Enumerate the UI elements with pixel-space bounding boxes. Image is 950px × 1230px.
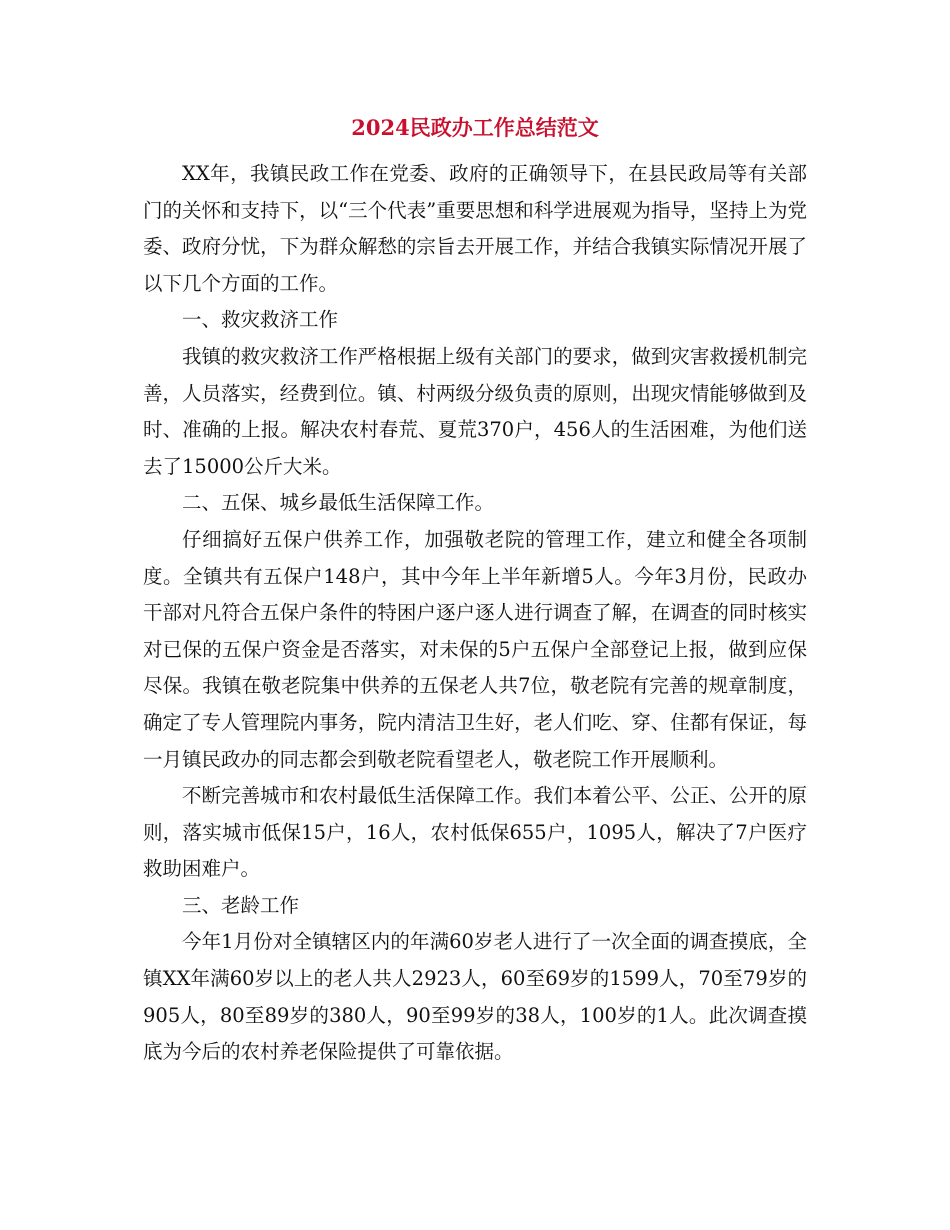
- document-title: 2024民政办工作总结范文: [351, 115, 599, 140]
- section-heading-five-guarantees: 二、五保、城乡最低生活保障工作。: [182, 491, 495, 515]
- document-body: [143, 156, 807, 1071]
- section-heading-disaster-relief: 一、救灾救济工作: [182, 308, 339, 332]
- elderly-paragraph: 今年1月份对全镇辖区内的年满60岁老人进行了一次全面的调查摸底，全镇XX年满60岁以上的老人共人2923人，60至69岁的1599人，70至79岁的905人，80至89岁的380人，90至99岁的38人，100岁的1人。此次调查摸底为今后的农村养老保险提供了可靠依据。: [143, 930, 807, 1064]
- five-guarantees-paragraph: 仔细搞好五保户供养工作，加强敬老院的管理工作，建立和健全各项制度。全镇共有五保户148户，其中今年上半年新增5人。今年3月份，民政办干部对凡符合五保户条件的特困户逐户逐人进行调查了解，在调查的同时核实对已保的五保户资金是否落实，对未保的5户五保户全部登记上报，做到应保尽保。我镇在敬老院集中供养的五保老人共7位，敬老院有完善的规章制度，确定了专人管理院内事务，院内清洁卫生好，老人们吃、穿、住都有保证，每一月镇民政办的同志都会到敬老院看望老人，敬老院工作开展顺利。: [143, 527, 807, 771]
- disaster-relief-paragraph: 我镇的救灾救济工作严格根据上级有关部门的要求，做到灾害救援机制完善，人员落实，经费到位。镇、村两级分级负责的原则，出现灾情能够做到及时、准确的上报。解决农村春荒、夏荒370户，456人的生活困难，为他们送去了15000公斤大米。: [143, 344, 807, 478]
- intro-paragraph: XX年，我镇民政工作在党委、政府的正确领导下，在县民政局等有关部门的关怀和支持下，以“三个代表”重要思想和科学进展观为指导，坚持上为党委、政府分忧，下为群众解愁的宗旨去开展工作，并结合我镇实际情况开展了以下几个方面的工作。: [143, 162, 807, 295]
- section-heading-elderly: 三、老龄工作: [182, 893, 300, 917]
- minimum-living-paragraph: 不断完善城市和农村最低生活保障工作。我们本着公平、公正、公开的原则，落实城市低保15户，16人，农村低保655户，1095人，解决了7户医疗救助困难户。: [143, 784, 807, 881]
